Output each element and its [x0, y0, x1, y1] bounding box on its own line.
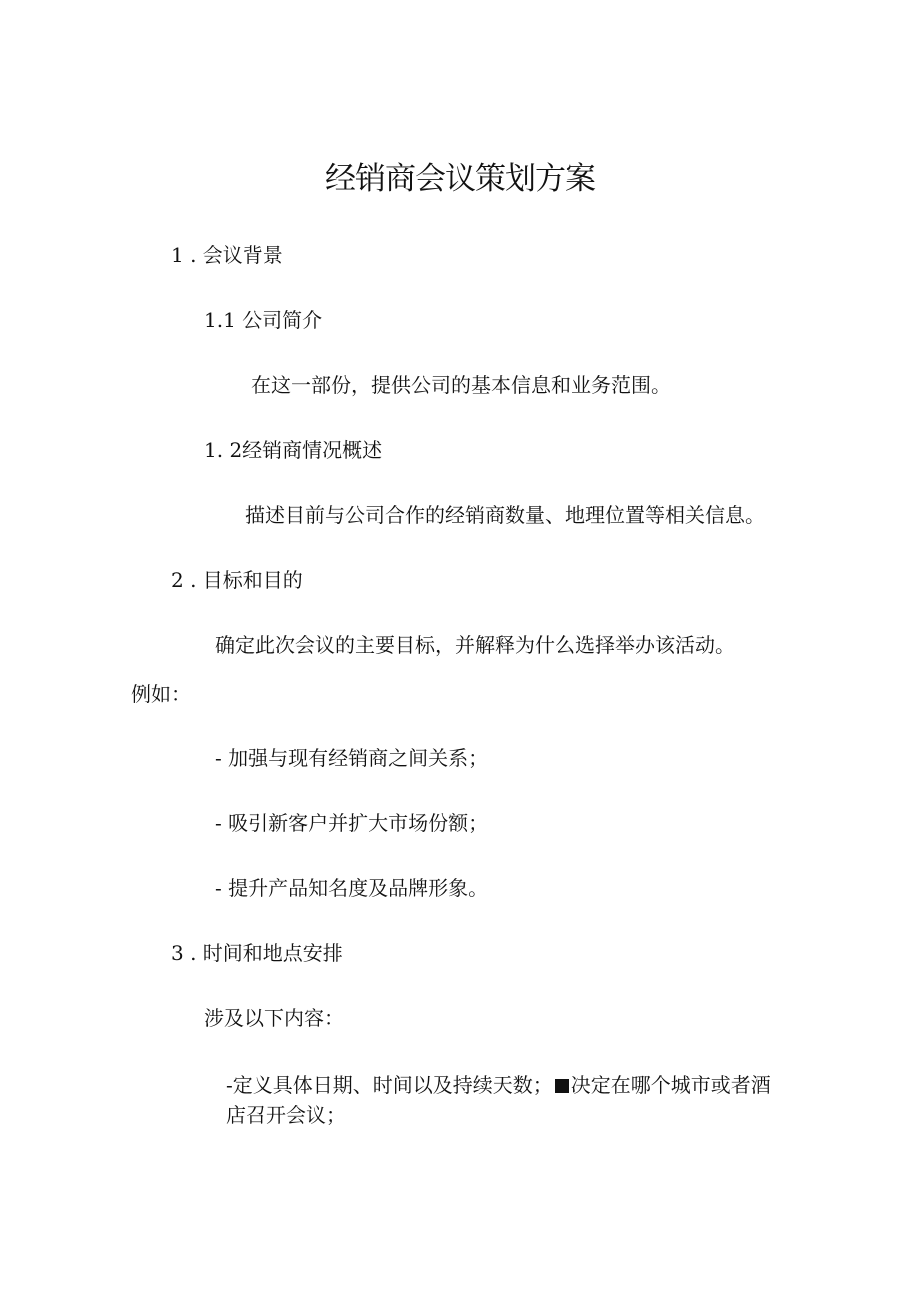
section-3-text: 涉及以下内容： — [204, 1006, 344, 1030]
square-bullet-icon — [555, 1079, 569, 1093]
section-2-text: 确定此次会议的主要目标，并解释为什么选择举办该活动。 — [215, 633, 735, 657]
bullet-item: - 加强与现有经销商之间关系； — [215, 746, 489, 770]
section-3-bullet — [226, 1070, 786, 1130]
section-3-heading: 3 . 时间和地点安排 — [171, 941, 343, 965]
document-title: 经销商会议策划方案 — [325, 161, 595, 197]
section-1-1-text: 在这一部份，提供公司的基本信息和业务范围。 — [251, 373, 671, 397]
bullet-item: - 吸引新客户并扩大市场份额； — [215, 811, 489, 835]
section-2-heading: 2 . 目标和目的 — [171, 568, 303, 592]
section-1-1-heading: 1.1 公司简介 — [204, 308, 323, 332]
bullet-item: - 提升产品知名度及品牌形象。 — [215, 876, 489, 900]
bullet-text-date: -定义具体日期、时间以及持续天数； — [226, 1073, 553, 1097]
section-1-2-text: 描述目前与公司合作的经销商数量、地理位置等相关信息。 — [245, 503, 765, 527]
bullet-text-venue: 决定在哪个城市或者酒店召开会议； — [226, 1073, 771, 1127]
example-label: 例如： — [131, 682, 191, 706]
section-1-heading: 1 . 会议背景 — [171, 243, 283, 267]
section-1-2-heading: 1. 2经销商情况概述 — [204, 438, 383, 462]
